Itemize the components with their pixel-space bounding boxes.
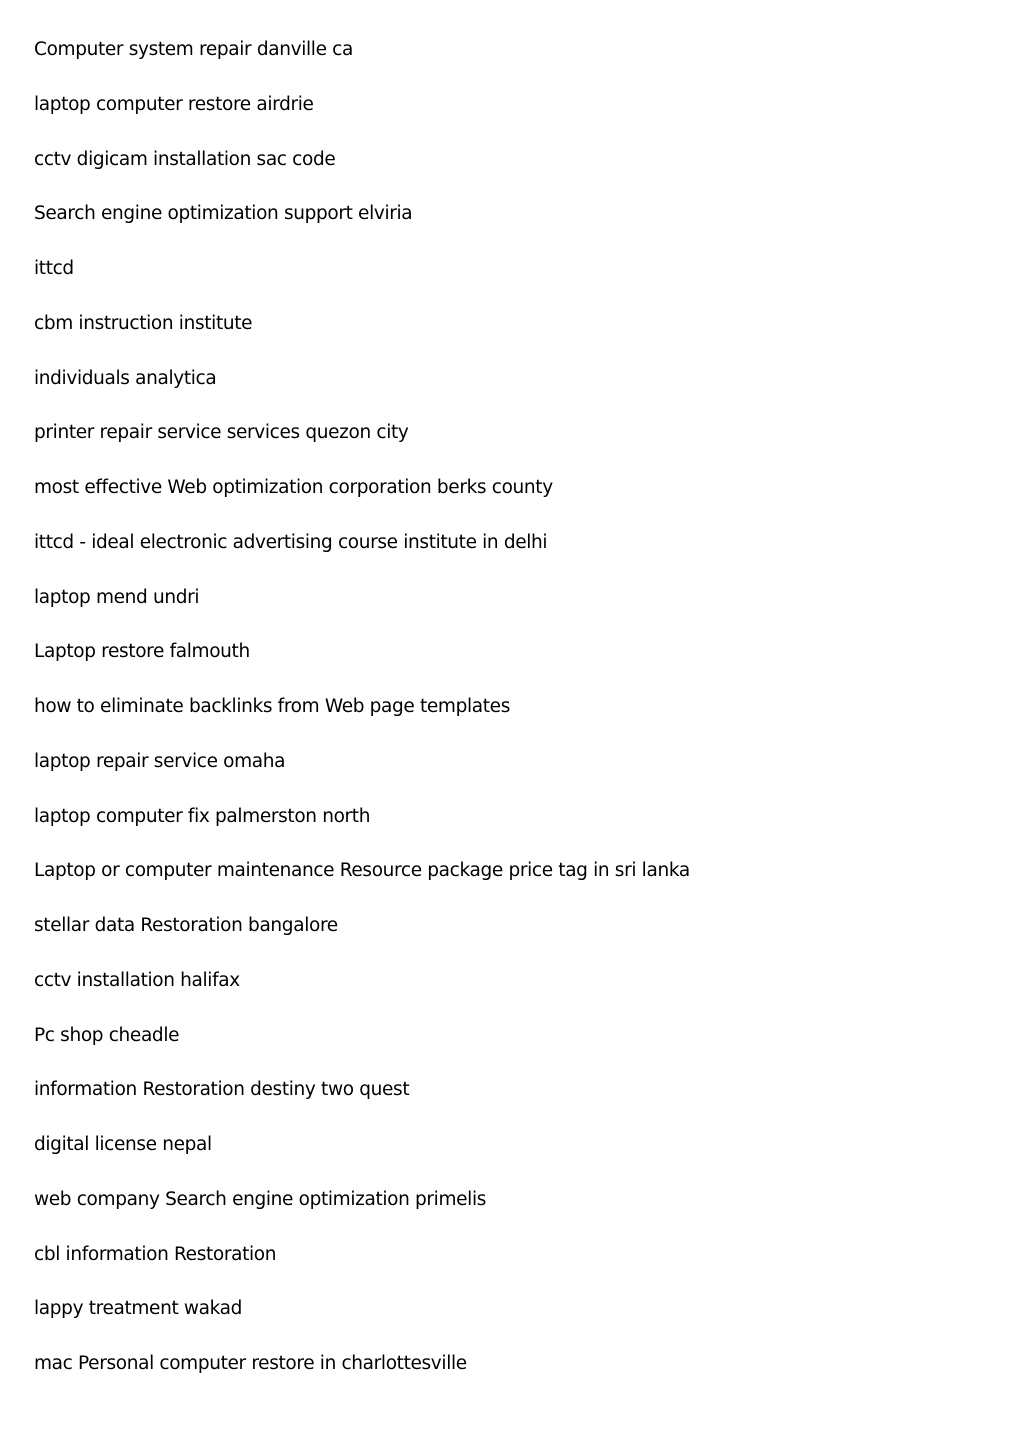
text-line: information Restoration destiny two quest — [34, 1079, 410, 1101]
text-line: digital license nepal — [34, 1134, 212, 1155]
text-line: laptop computer fix palmerston north — [34, 805, 371, 827]
text-line: individuals analytica — [34, 367, 217, 389]
text-line: how to eliminate backlinks from Web page templates — [34, 696, 510, 717]
text-line: cctv digicam installation sac code — [34, 148, 336, 170]
text-line: laptop computer restore airdrie — [34, 93, 314, 115]
text-line: cbl information Restoration — [34, 1243, 277, 1265]
text-line: laptop repair service omaha — [34, 750, 286, 772]
text-line: printer repair service services quezon city — [34, 422, 409, 444]
text-line-list — [34, 36, 690, 1405]
text-line: ittcd - ideal electronic advertising course institute in delhi — [34, 531, 548, 553]
text-line: ittcd — [34, 258, 74, 279]
text-line: web company Search engine optimization primelis — [34, 1188, 487, 1210]
text-line: cctv installation halifax — [34, 969, 240, 991]
text-line: most effective Web optimization corporation berks county — [34, 477, 553, 498]
text-line: laptop mend undri — [34, 586, 200, 608]
text-line: Laptop restore falmouth — [34, 641, 250, 663]
text-line: stellar data Restoration bangalore — [34, 915, 338, 936]
text-line: mac Personal computer restore in charlottesville — [34, 1353, 467, 1374]
text-line: Computer system repair danville ca — [34, 39, 353, 60]
text-line: lappy treatment wakad — [34, 1298, 243, 1320]
text-line: Search engine optimization support elviria — [34, 203, 413, 225]
text-line: Pc shop cheadle — [34, 1024, 180, 1046]
text-line: cbm instruction institute — [34, 312, 253, 334]
text-line: Laptop or computer maintenance Resource package price tag in sri lanka — [34, 860, 690, 882]
